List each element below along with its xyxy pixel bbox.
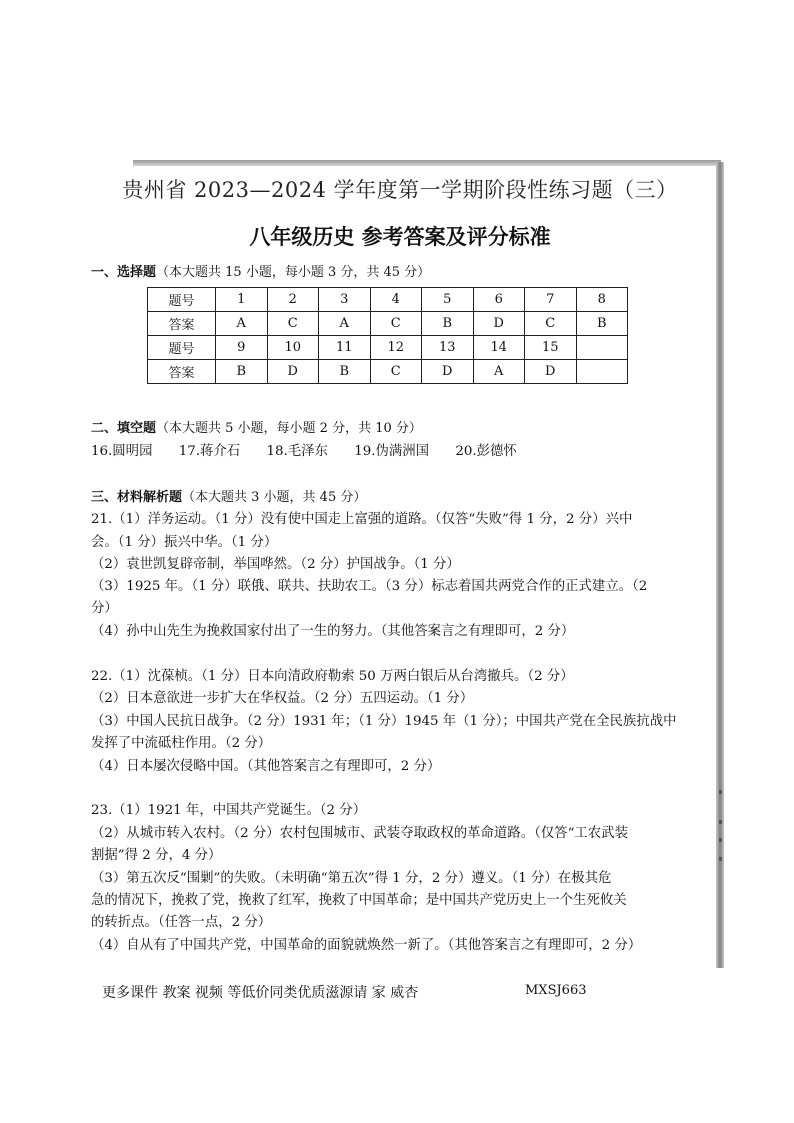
table-cell: 12	[370, 336, 422, 360]
answer-line: （3）中国人民抗日战争。（2 分）1931 年；（1 分）1945 年（1 分）；中国共产党在全民族抗战中	[91, 714, 677, 729]
answer-line: （2）日本意欲进一步扩大在华权益。（2 分）五四运动。（1 分）	[91, 691, 474, 706]
fill-answer: 18.毛泽东	[266, 444, 328, 459]
table-cell: 10	[267, 336, 319, 360]
table-cell: C	[370, 360, 422, 384]
table-cell: 1	[216, 288, 268, 312]
section3-note: （本大题共 3 小题，共 45 分）	[182, 490, 367, 505]
answer-line: 的转折点。（任答一点，2 分）	[91, 915, 272, 930]
table-cell: 题号	[148, 288, 216, 312]
answer-line: 发挥了中流砥柱作用。（2 分）	[91, 736, 272, 751]
answer-line: （3）第五次反“围剿”的失败。（未明确“第五次”得 1 分，2 分）遵义。（1 分）在极其危	[91, 871, 612, 886]
table-cell: 答案	[148, 360, 216, 384]
table-cell: 14	[473, 336, 525, 360]
fill-blank-answers	[91, 440, 539, 459]
fill-answer: 19.伪满洲国	[354, 444, 430, 459]
page-title: 贵州省 2023—2024 学年度第一学期阶段性练习题（三）	[122, 178, 678, 202]
page-subtitle: 八年级历史 参考答案及评分标准	[249, 225, 551, 249]
table-cell: A	[319, 312, 371, 336]
table-cell: C	[370, 312, 422, 336]
table-cell: 题号	[148, 336, 216, 360]
table-cell: 答案	[148, 312, 216, 336]
section1-heading: 一、选择题	[91, 265, 157, 280]
table-cell: B	[576, 312, 628, 336]
table-row	[148, 336, 628, 360]
table-cell: C	[267, 312, 319, 336]
table-cell	[576, 360, 628, 384]
table-cell: 5	[422, 288, 474, 312]
table-cell: 7	[525, 288, 577, 312]
table-row	[148, 360, 628, 384]
table-cell: 3	[319, 288, 371, 312]
table-cell: 8	[576, 288, 628, 312]
table-cell: A	[216, 312, 268, 336]
answer-line: 分）	[91, 601, 118, 616]
answer-line: （2）袁世凯复辟帝制，举国哗然。（2 分）护国战争。（1 分）	[91, 557, 460, 572]
table-cell: D	[525, 360, 577, 384]
table-cell: A	[473, 360, 525, 384]
answer-line: （4）自从有了中国共产党，中国革命的面貌就焕然一新了。（其他答案言之有理即可，2 分）	[91, 938, 642, 953]
section2-heading: 二、填空题	[91, 421, 157, 436]
answer-line: （2）从城市转入农村。（2 分）农村包围城市、武装夺取政权的革命道路。（仅答“工农武装	[91, 826, 628, 841]
section1-note: （本大题共 15 小题，每小题 3 分，共 45 分）	[156, 265, 431, 280]
table-cell: D	[267, 360, 319, 384]
section2-note: （本大题共 5 小题，每小题 2 分，共 10 分）	[156, 421, 422, 436]
fill-answer: 20.彭德怀	[455, 444, 517, 459]
answer-table	[147, 287, 628, 384]
answer-line: （4）日本屡次侵略中国。（其他答案言之有理即可，2 分）	[91, 759, 441, 774]
table-cell: 9	[216, 336, 268, 360]
table-cell: 4	[370, 288, 422, 312]
answer-line: 21.（1）洋务运动。（1 分）没有使中国走上富强的道路。（仅答“失败”得 1 分，2 分）兴中	[91, 512, 633, 527]
section3-heading: 三、材料解析题	[91, 490, 183, 505]
table-cell: B	[319, 360, 371, 384]
answer-line: 22.（1）沈葆桢。（1 分）日本向清政府勒索 50 万两白银后从台湾撤兵。（2 分）	[91, 669, 574, 684]
table-cell	[576, 336, 628, 360]
table-cell: B	[422, 312, 474, 336]
scan-shadow-top	[133, 160, 721, 166]
table-cell: C	[525, 312, 577, 336]
scan-shadow-right	[716, 162, 724, 968]
table-cell: 11	[319, 336, 371, 360]
table-row	[148, 288, 628, 312]
table-cell: B	[216, 360, 268, 384]
answer-line: 23.（1）1921 年，中国共产党诞生。（2 分）	[91, 803, 367, 818]
section1-header	[91, 261, 430, 280]
answer-line: 急的情况下，挽救了党，挽救了红军，挽救了中国革命；是中国共产党历史上一个生死攸关	[91, 893, 627, 908]
fill-answer: 17.蒋介石	[178, 444, 241, 459]
table-cell: 15	[525, 336, 577, 360]
table-row	[148, 312, 628, 336]
table-cell: 13	[422, 336, 474, 360]
footer-text: 更多课件 教案 视频 等低价同类优质滋源请 家 威杏	[102, 985, 419, 1001]
footer-code: MXSJ663	[525, 983, 587, 998]
table-cell: 6	[473, 288, 525, 312]
table-cell: D	[473, 312, 525, 336]
section2-header	[91, 417, 422, 436]
answer-line: 割据”得 2 分，4 分）	[91, 848, 222, 863]
answer-line: （4）孙中山先生为挽救国家付出了一生的努力。（其他答案言之有理即可，2 分）	[91, 624, 575, 639]
fill-answer: 16.圆明园	[91, 444, 153, 459]
table-cell: 2	[267, 288, 319, 312]
table-cell: D	[422, 360, 474, 384]
section3-header	[91, 486, 366, 505]
answer-line: 会。（1 分）振兴中华。（1 分）	[91, 535, 278, 550]
answer-line: （3）1925 年。（1 分）联俄、联共、扶助农工。（3 分）标志着国共两党合作的正式建立。（2	[91, 579, 648, 594]
